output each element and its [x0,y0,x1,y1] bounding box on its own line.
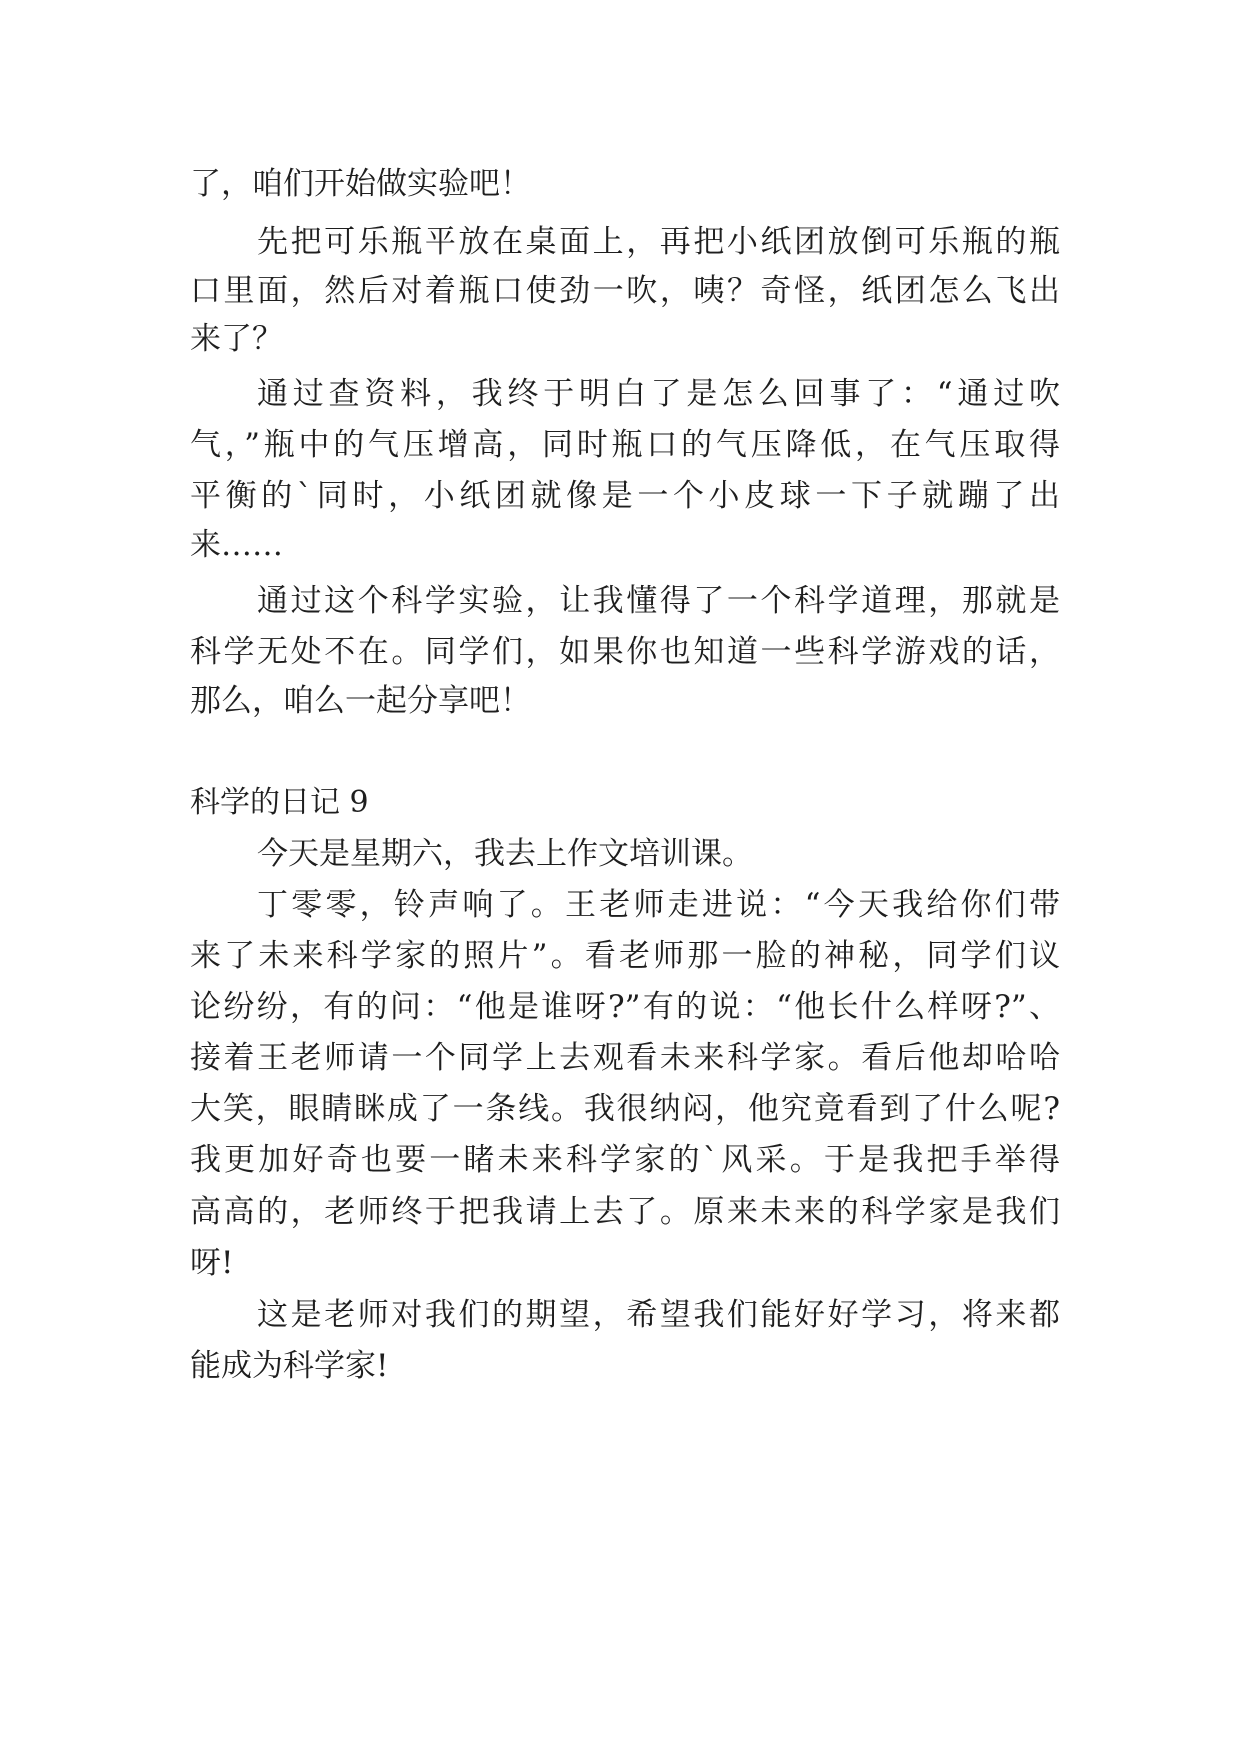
paragraph-line: 这是老师对我们的期望，希望我们能好好学习，将来都 [257,1297,1060,1333]
paragraph-line: 我更加好奇也要一睹未来科学家的`风采。于是我把手举得 [190,1142,1060,1178]
paragraph-line: 先把可乐瓶平放在桌面上，再把小纸团放倒可乐瓶的瓶 [257,224,1060,260]
paragraph-line: 今天是星期六，我去上作文培训课。 [257,836,753,872]
section-title: 科学的日记 9 [190,785,369,820]
paragraph-line: 通过查资料，我终于明白了是怎么回事了：“通过吹 [257,376,1060,412]
paragraph-line: 来…… [190,527,283,563]
paragraph-line: 那么，咱么一起分享吧！ [190,683,531,719]
paragraph-line: 呀! [190,1245,234,1281]
paragraph-line: 丁零零，铃声响了。王老师走进说：“今天我给你们带 [257,887,1060,923]
paragraph-line: 口里面，然后对着瓶口使劲一吹，咦？奇怪，纸团怎么飞出 [190,273,1060,309]
paragraph-line: 来了？ [190,321,283,357]
paragraph-line: 科学无处不在。同学们，如果你也知道一些科学游戏的话， [190,634,1060,670]
paragraph-line: 论纷纷，有的问：“他是谁呀?”有的说：“他长什么样呀?”、 [190,989,1060,1025]
paragraph-line: 大笑，眼睛眯成了一条线。我很纳闷，他究竟看到了什么呢? [190,1091,1060,1127]
paragraph-line: 通过这个科学实验，让我懂得了一个科学道理，那就是 [257,583,1060,619]
paragraph-line: 能成为科学家! [190,1348,389,1384]
paragraph-line: 高高的，老师终于把我请上去了。原来未来的科学家是我们 [190,1194,1060,1230]
paragraph-line: 平衡的`同时，小纸团就像是一个小皮球一下子就蹦了出 [190,478,1060,514]
paragraph-line: 接着王老师请一个同学上去观看未来科学家。看后他却哈哈 [190,1040,1060,1076]
paragraph-line: 气，”瓶中的气压增高，同时瓶口的气压降低，在气压取得 [190,427,1060,463]
paragraph-line: 来了未来科学家的照片”。看老师那一脸的神秘，同学们议 [190,938,1060,974]
paragraph-line: 了，咱们开始做实验吧！ [190,166,531,202]
